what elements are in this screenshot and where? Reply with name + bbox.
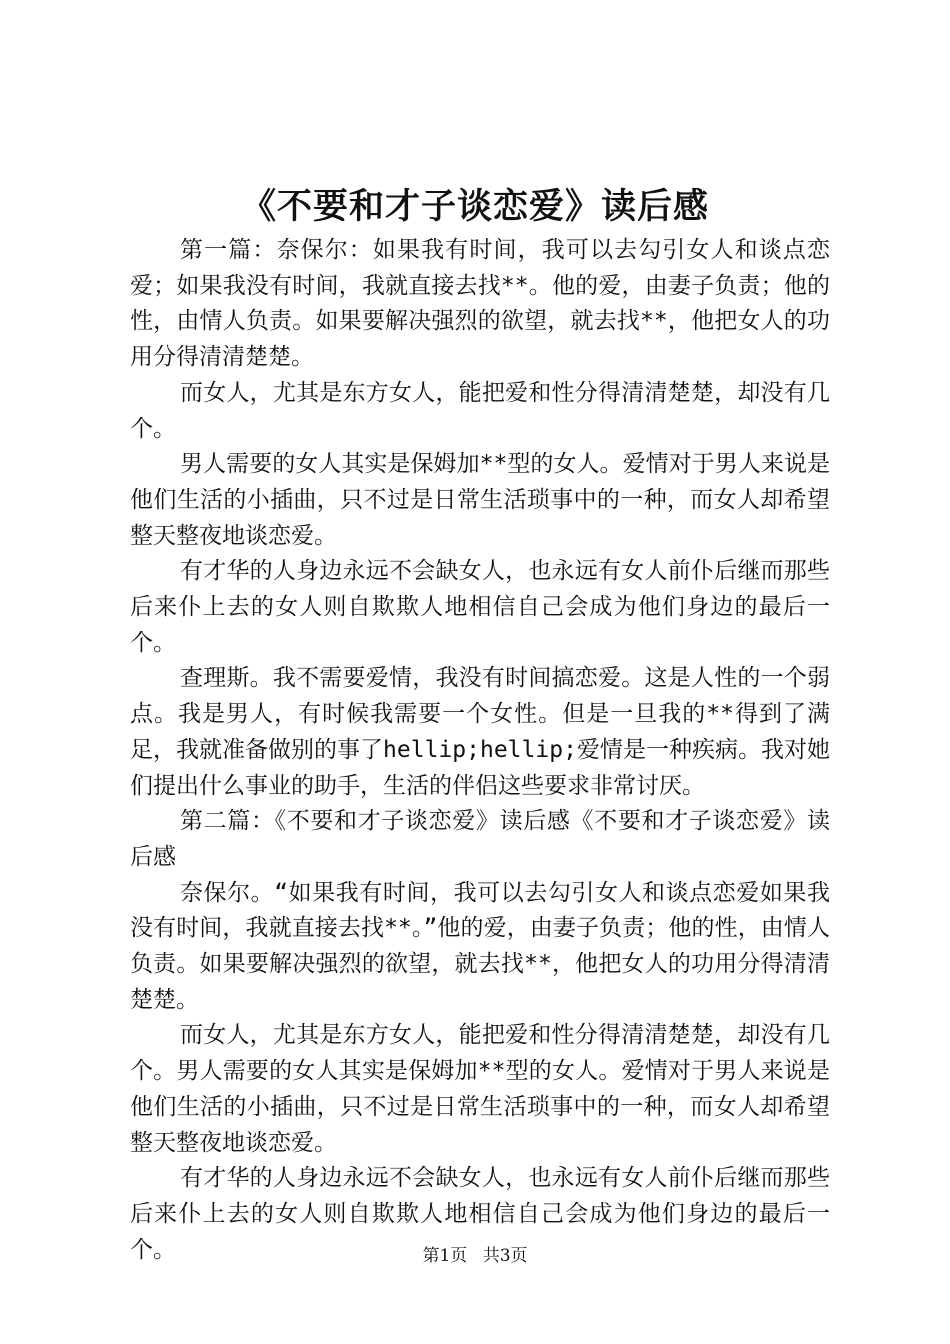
paragraph: 有才华的人身边永远不会缺女人，也永远有女人前仆后继而那些后来仆上去的女人则自欺欺人地相信自己会成为他们身边的最后一个。: [130, 1165, 830, 1263]
paragraph: 有才华的人身边永远不会缺女人，也永远有女人前仆后继而那些后来仆上去的女人则自欺欺人地相信自己会成为他们身边的最后一个。: [130, 558, 830, 656]
page-footer: [0, 1243, 950, 1269]
page-number: 第1页: [422, 1246, 468, 1266]
paragraph: 查理斯。我不需要爱情，我没有时间搞恋爱。这是人性的一个弱点。我是男人，有时候我需要一个女性。但是一旦我的**得到了满足，我就准备做别的事了hellip;hellip;爱情是一种疾病。我对她们提出什么事业的助手，生活的伴侣这些要求非常讨厌。: [130, 665, 830, 799]
document-title: 《不要和才子谈恋爱》读后感: [240, 186, 709, 227]
page-total: 共3页: [482, 1246, 528, 1266]
document-body: [130, 233, 830, 1268]
paragraph: 而女人，尤其是东方女人，能把爱和性分得清清楚楚，却没有几个。男人需要的女人其实是保姆加**型的女人。爱情对于男人来说是他们生活的小插曲，只不过是日常生活琐事中的一种，而女人却希望整天整夜地谈恋爱。: [130, 1022, 830, 1156]
paragraph: 而女人，尤其是东方女人，能把爱和性分得清清楚楚，却没有几个。: [130, 379, 830, 442]
paragraph: 第一篇：奈保尔：如果我有时间，我可以去勾引女人和谈点恋爱；如果我没有时间，我就直接去找**。他的爱，由妻子负责；他的性，由情人负责。如果要解决强烈的欲望，就去找**，他把女人的功用分得清清楚楚。: [130, 237, 830, 371]
paragraph: 男人需要的女人其实是保姆加**型的女人。爱情对于男人来说是他们生活的小插曲，只不过是日常生活琐事中的一种，而女人却希望整天整夜地谈恋爱。: [130, 451, 830, 549]
paragraph: 第二篇：《不要和才子谈恋爱》读后感《不要和才子谈恋爱》读后感: [130, 808, 830, 870]
paragraph: 奈保尔。“如果我有时间，我可以去勾引女人和谈点恋爱如果我没有时间，我就直接去找**。”他的爱，由妻子负责；他的性，由情人负责。如果要解决强烈的欲望，就去找**，他把女人的功用分得清清楚楚。: [130, 879, 830, 1013]
